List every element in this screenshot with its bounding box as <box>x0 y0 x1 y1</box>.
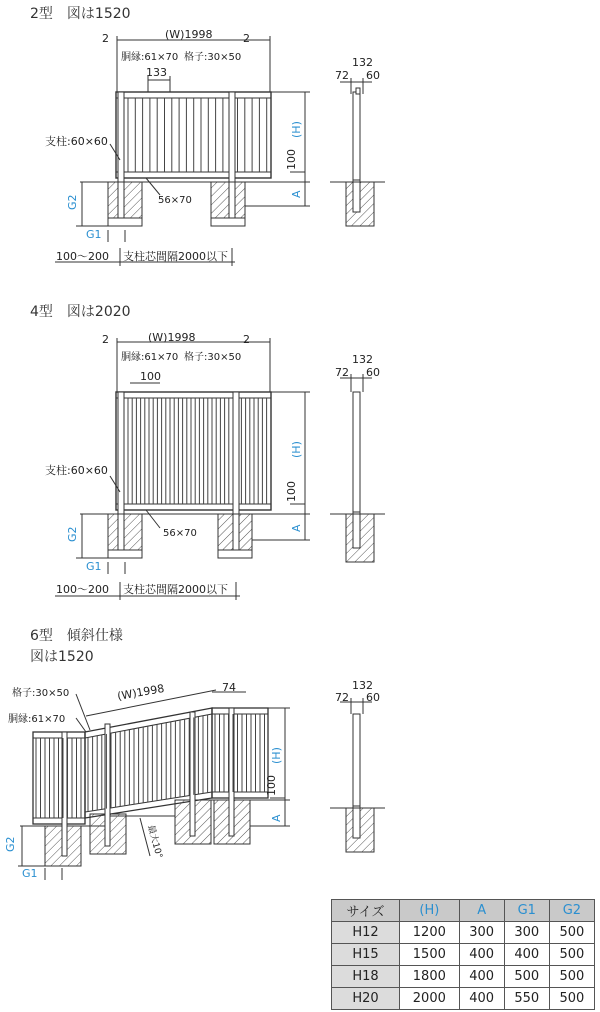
type4-lattice-label: 格子:30×50 <box>184 352 242 363</box>
type4-rail-label: 胴縁:61×70 <box>121 352 179 363</box>
type2-beam-label: 56×70 <box>158 195 192 206</box>
type2-dim-left: 2 <box>102 32 109 45</box>
type4-a-label: A <box>290 524 303 532</box>
type4-beam-label: 56×70 <box>163 528 197 539</box>
type2-dim-right: 2 <box>243 32 250 45</box>
type6-g2-label: G2 <box>4 836 17 852</box>
type2-side-view <box>330 78 385 226</box>
table-cell: 300 <box>459 922 504 944</box>
type2-spacing-label: 支柱芯間隔2000以下 <box>123 250 228 263</box>
type2-lattice-label: 格子:30×50 <box>184 52 242 63</box>
type6-slope-label: 最大10° <box>145 824 164 860</box>
type4-side-right: 60 <box>366 366 380 379</box>
spec-table-header-row <box>332 900 595 922</box>
type2-a-label: A <box>290 190 303 198</box>
table-cell: 500 <box>549 966 594 988</box>
table-cell: 2000 <box>400 988 460 1010</box>
type4-height-label: (H) <box>290 441 303 458</box>
type4-g1-label: G1 <box>86 560 102 573</box>
type4-offset-label: 100～200 <box>56 583 109 596</box>
table-cell: H18 <box>332 966 400 988</box>
spec-header-size: サイズ <box>332 900 400 922</box>
spec-header-h: (H) <box>400 900 460 922</box>
table-cell: H12 <box>332 922 400 944</box>
type2-100-label: 100 <box>285 149 298 170</box>
type4-gap-label: 100 <box>140 370 161 383</box>
table-cell: 500 <box>504 966 549 988</box>
type6-rail-label: 胴縁:61×70 <box>8 714 66 725</box>
type4-side-total: 132 <box>352 353 373 366</box>
table-cell: 1800 <box>400 966 460 988</box>
type6-title-line2: 図は1520 <box>30 649 94 665</box>
type4-lattice <box>128 398 267 504</box>
type2-width-label: (W)1998 <box>165 28 213 41</box>
type2-post-label: 支柱:60×60 <box>45 135 108 148</box>
table-cell: 1200 <box>400 922 460 944</box>
type2-rail-label: 胴縁:61×70 <box>121 52 179 63</box>
table-cell: 400 <box>459 944 504 966</box>
type4-side-left: 72 <box>335 366 349 379</box>
type4-post-label: 支柱:60×60 <box>45 464 108 477</box>
type6-a-label: A <box>270 814 283 822</box>
type6-lattice-label: 格子:30×50 <box>12 688 70 699</box>
spec-header-g2: G2 <box>549 900 594 922</box>
type6-side-left: 72 <box>335 691 349 704</box>
spec-header-g1: G1 <box>504 900 549 922</box>
table-cell: 400 <box>504 944 549 966</box>
type6-dim74-label: 74 <box>222 681 236 694</box>
type6-width-label: (W)1998 <box>116 681 166 703</box>
spec-table <box>331 899 595 1010</box>
type4-side-view <box>330 374 385 562</box>
table-row <box>332 966 595 988</box>
table-cell: 400 <box>459 988 504 1010</box>
type2-g1-label: G1 <box>86 228 102 241</box>
type2-side-right: 60 <box>366 69 380 82</box>
type6-100-label: 100 <box>265 775 278 796</box>
table-cell: 550 <box>504 988 549 1010</box>
type2-gap-label: 133 <box>146 66 167 79</box>
type6-title-line1: 6型 傾斜仕様 <box>30 628 123 644</box>
type4-g2-label: G2 <box>66 526 79 542</box>
type4-dim-left: 2 <box>102 333 109 346</box>
table-cell: 500 <box>549 988 594 1010</box>
type4-dim-right: 2 <box>243 333 250 346</box>
type4-spacing-label: 支柱芯間隔2000以下 <box>123 583 228 596</box>
type6-side-right: 60 <box>366 691 380 704</box>
type6-height-label: (H) <box>270 747 283 764</box>
type4-width-label: (W)1998 <box>148 331 196 344</box>
table-cell: 500 <box>549 944 594 966</box>
type2-height-label: (H) <box>290 121 303 138</box>
type2-title: 2型 図は1520 <box>30 6 131 22</box>
type4-100-label: 100 <box>285 481 298 502</box>
table-cell: 500 <box>549 922 594 944</box>
type6-side-view <box>330 698 385 852</box>
type4-title: 4型 図は2020 <box>30 304 131 320</box>
table-row <box>332 944 595 966</box>
type2-lattice <box>128 98 267 172</box>
table-cell: 400 <box>459 966 504 988</box>
table-cell: H15 <box>332 944 400 966</box>
table-cell: 1500 <box>400 944 460 966</box>
table-row <box>332 988 595 1010</box>
table-cell: H20 <box>332 988 400 1010</box>
type6-g1-label: G1 <box>22 867 38 880</box>
spec-header-a: A <box>459 900 504 922</box>
type6-side-total: 132 <box>352 679 373 692</box>
type2-side-total: 132 <box>352 56 373 69</box>
type2-offset-label: 100～200 <box>56 250 109 263</box>
type2-side-left: 72 <box>335 69 349 82</box>
table-row <box>332 922 595 944</box>
table-cell: 300 <box>504 922 549 944</box>
type2-g2-label: G2 <box>66 194 79 210</box>
